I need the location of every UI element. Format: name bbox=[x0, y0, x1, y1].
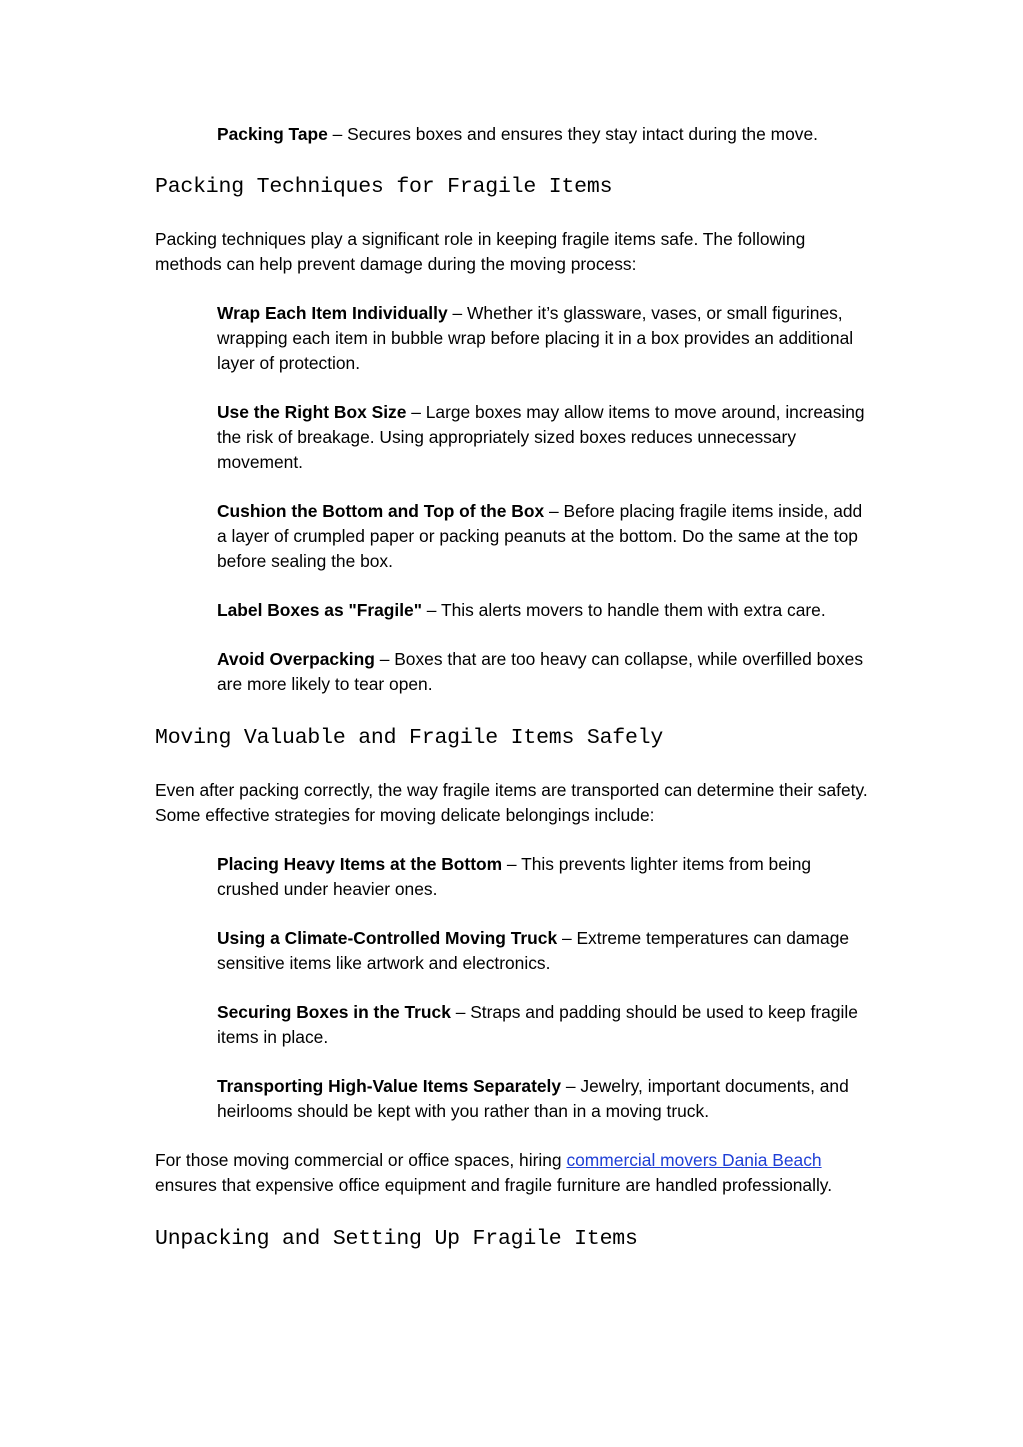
section-heading-packing-techniques: Packing Techniques for Fragile Items bbox=[155, 175, 613, 199]
list-item-avoid-overpacking bbox=[217, 647, 870, 697]
closing-text-after: ensures that expensive office equipment and fragile furniture are handled professionally. bbox=[155, 1175, 833, 1195]
list-item-climate-truck bbox=[217, 926, 870, 976]
list-item-text: – Jewelry, important documents, and heirlooms should be kept with you rather than in a moving truck. bbox=[217, 1076, 849, 1121]
list-item-wrap-individually bbox=[217, 301, 870, 376]
list-item-text: – This alerts movers to handle them with extra care. bbox=[421, 600, 826, 620]
list-item-text: – Whether it’s glassware, vases, or small figurines, wrapping each item in bubble wrap before placing it in a box provides an additional layer of protection. bbox=[217, 303, 854, 373]
list-item-title: Cushion the Bottom and Top of the Box bbox=[217, 501, 545, 521]
list-item-right-box-size bbox=[217, 400, 870, 475]
list-item-label-fragile bbox=[217, 598, 870, 623]
list-item-title: Avoid Overpacking bbox=[217, 649, 375, 669]
list-item-title: Wrap Each Item Individually bbox=[217, 303, 448, 323]
commercial-movers-link[interactable]: commercial movers Dania Beach bbox=[566, 1150, 822, 1170]
list-item-text: – Secures boxes and ensures they stay intact during the move. bbox=[327, 124, 818, 144]
closing-text-before: For those moving commercial or office spaces, hiring bbox=[155, 1150, 567, 1170]
list-item-text: – Before placing fragile items inside, add a layer of crumpled paper or packing peanuts at the bottom. Do the same at the top before sealing the box. bbox=[217, 501, 863, 571]
list-item-title: Using a Climate-Controlled Moving Truck bbox=[217, 928, 558, 948]
list-item-text: – Boxes that are too heavy can collapse, while overfilled boxes are more likely to tear open. bbox=[217, 649, 864, 694]
section-heading-unpacking: Unpacking and Setting Up Fragile Items bbox=[155, 1227, 638, 1251]
list-item-title: Packing Tape bbox=[217, 124, 328, 144]
section-intro-packing-techniques: Packing techniques play a significant role in keeping fragile items safe. The following methods can help prevent damage during the moving process: bbox=[155, 229, 806, 274]
closing-paragraph bbox=[155, 1148, 870, 1198]
list-item-packing-tape bbox=[217, 122, 870, 147]
list-item-heavy-bottom bbox=[217, 852, 870, 902]
list-item-high-value-separately bbox=[217, 1074, 870, 1124]
list-item-text: – Extreme temperatures can damage sensitive items like artwork and electronics. bbox=[217, 928, 850, 973]
list-item-text: – This prevents lighter items from being crushed under heavier ones. bbox=[217, 854, 812, 899]
list-item-text: – Large boxes may allow items to move around, increasing the risk of breakage. Using appropriately sized boxes reduces unnecessary movement. bbox=[217, 402, 865, 472]
section-intro-moving-safely: Even after packing correctly, the way fragile items are transported can determine their safety. Some effective strategies for moving delicate belongings include: bbox=[155, 780, 868, 825]
list-item-title: Placing Heavy Items at the Bottom bbox=[217, 854, 503, 874]
list-item-title: Securing Boxes in the Truck bbox=[217, 1002, 451, 1022]
list-item-text: – Straps and padding should be used to keep fragile items in place. bbox=[217, 1002, 858, 1047]
list-item-title: Use the Right Box Size bbox=[217, 402, 407, 422]
list-item-title: Transporting High-Value Items Separately bbox=[217, 1076, 562, 1096]
list-item-securing-boxes bbox=[217, 1000, 870, 1050]
list-item-title: Label Boxes as "Fragile" bbox=[217, 600, 422, 620]
list-item-cushion-box bbox=[217, 499, 870, 574]
document-content bbox=[155, 122, 870, 1279]
section-heading-moving-safely: Moving Valuable and Fragile Items Safely bbox=[155, 726, 664, 750]
